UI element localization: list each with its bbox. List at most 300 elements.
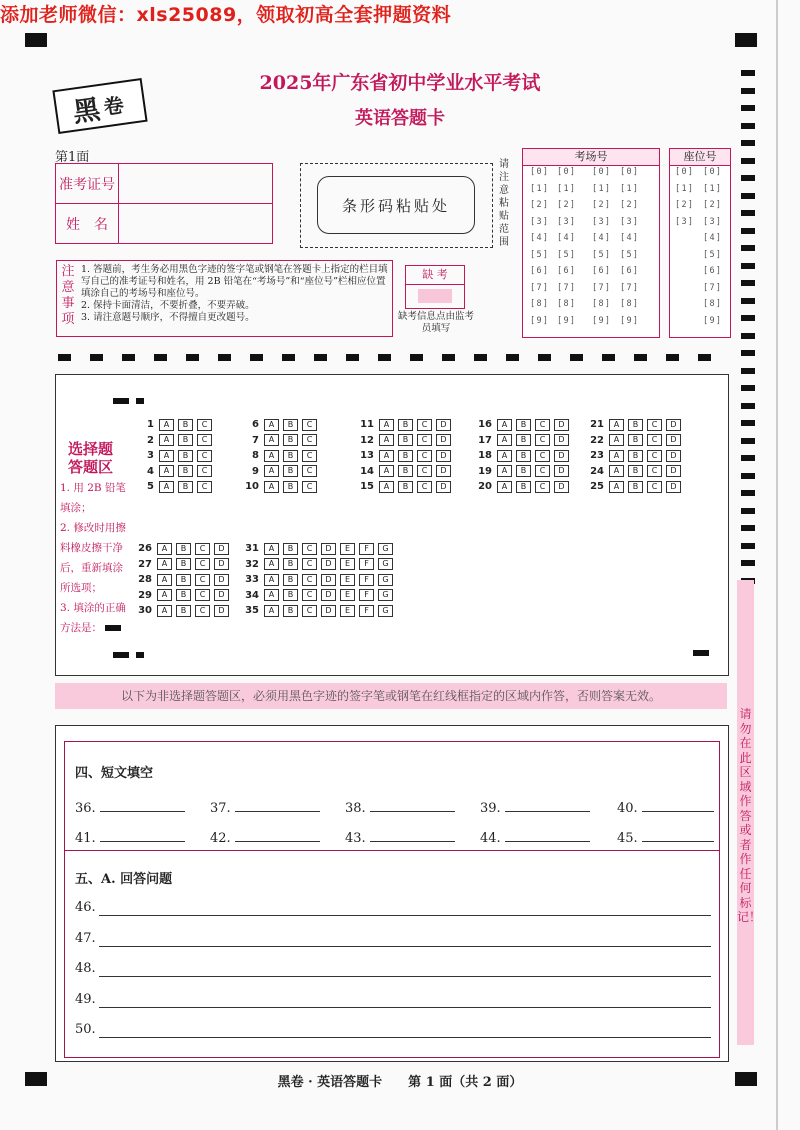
digit-bubble[interactable]: [ 9 ] (558, 316, 574, 326)
option-bubble[interactable]: B (283, 558, 298, 570)
digit-bubble[interactable]: [ 1 ] (558, 184, 574, 194)
option-bubble[interactable]: A (157, 543, 172, 555)
question-number: 7 (252, 434, 259, 446)
question-number: 9 (252, 465, 259, 477)
option-bubble[interactable]: D (554, 419, 569, 431)
digit-bubble[interactable]: [ 2 ] (704, 200, 720, 210)
option-bubble[interactable]: G (378, 543, 393, 555)
option-bubble[interactable]: C (535, 434, 550, 446)
option-bubble[interactable]: B (176, 543, 191, 555)
option-bubble[interactable]: B (283, 481, 298, 493)
digit-bubble[interactable]: [ 9 ] (531, 316, 547, 326)
option-bubble[interactable]: A (379, 434, 394, 446)
option-bubble[interactable]: E (340, 589, 355, 601)
option-bubble[interactable]: D (666, 419, 681, 431)
answer-line[interactable] (99, 915, 711, 916)
name-field[interactable] (119, 204, 272, 243)
digit-bubble[interactable]: [ 2 ] (593, 200, 609, 210)
option-bubble[interactable]: G (378, 558, 393, 570)
question-number: 8 (252, 450, 259, 461)
blank-line[interactable] (642, 829, 714, 842)
option-bubble[interactable]: D (214, 589, 229, 601)
option-bubble[interactable]: A (159, 481, 174, 493)
option-bubble[interactable]: C (197, 481, 212, 493)
option-bubble[interactable]: C (535, 450, 550, 462)
blank-line[interactable] (370, 799, 455, 812)
option-bubble[interactable]: C (417, 434, 432, 446)
option-bubble[interactable]: C (302, 543, 317, 555)
digit-bubble[interactable]: [ 7 ] (593, 283, 609, 293)
option-bubble[interactable]: B (176, 589, 191, 601)
answer-line[interactable] (99, 976, 711, 977)
blank-number: 44. (480, 831, 501, 846)
digit-bubble[interactable]: [ 9 ] (621, 316, 637, 326)
digit-bubble[interactable]: [ 6 ] (704, 266, 720, 276)
option-bubble[interactable]: B (628, 434, 643, 446)
option-bubble[interactable]: D (666, 465, 681, 477)
option-bubble[interactable]: B (398, 450, 413, 462)
option-bubble[interactable]: A (157, 574, 172, 586)
digit-bubble[interactable]: [ 3 ] (531, 217, 547, 227)
option-bubble[interactable]: D (214, 558, 229, 570)
option-bubble[interactable]: C (417, 465, 432, 477)
digit-bubble[interactable]: [ 4 ] (593, 233, 609, 243)
option-bubble[interactable]: C (195, 543, 210, 555)
option-bubble[interactable]: D (214, 543, 229, 555)
option-bubble[interactable]: D (436, 481, 451, 493)
digit-bubble[interactable]: [ 8 ] (531, 299, 547, 309)
digit-bubble[interactable]: [ 1 ] (704, 184, 720, 194)
option-bubble[interactable]: F (359, 574, 374, 586)
mc-question (360, 449, 455, 462)
option-bubble[interactable]: B (283, 419, 298, 431)
option-bubble[interactable]: F (359, 558, 374, 570)
separator-dash (602, 354, 615, 361)
mc-question (138, 589, 233, 602)
option-bubble[interactable]: B (178, 481, 193, 493)
digit-bubble[interactable]: [ 6 ] (531, 266, 547, 276)
option-bubble[interactable]: F (359, 589, 374, 601)
digit-bubble[interactable]: [ 2 ] (621, 200, 637, 210)
digit-bubble[interactable]: [ 6 ] (593, 266, 609, 276)
mc-question (138, 542, 233, 555)
option-bubble[interactable]: D (666, 434, 681, 446)
question-number: 21 (590, 419, 604, 430)
option-bubble[interactable]: A (609, 434, 624, 446)
question-number: 5 (147, 481, 154, 492)
option-bubble[interactable]: A (379, 481, 394, 493)
option-bubble[interactable]: C (302, 481, 317, 493)
option-bubble[interactable]: C (417, 481, 432, 493)
option-bubble[interactable]: D (436, 419, 451, 431)
question-number: 4 (147, 465, 154, 477)
blank-line[interactable] (505, 799, 590, 812)
option-bubble[interactable]: B (178, 465, 193, 477)
digit-bubble[interactable]: [ 2 ] (676, 200, 692, 210)
option-bubble[interactable]: D (666, 450, 681, 462)
option-bubble[interactable]: C (647, 450, 662, 462)
mc-title (68, 440, 113, 476)
digit-bubble[interactable]: [ 1 ] (531, 184, 547, 194)
option-bubble[interactable]: D (214, 605, 229, 617)
filled-sample-mark (105, 625, 121, 631)
option-bubble[interactable]: D (554, 450, 569, 462)
option-bubble[interactable]: B (516, 481, 531, 493)
digit-bubble[interactable]: [ 4 ] (621, 233, 637, 243)
option-bubble[interactable]: B (283, 465, 298, 477)
option-bubble[interactable]: B (283, 605, 298, 617)
option-bubble[interactable]: C (417, 419, 432, 431)
question-number: 30 (138, 605, 152, 616)
option-bubble[interactable]: C (302, 605, 317, 617)
option-bubble[interactable]: A (159, 419, 174, 431)
non-mc-warning: 以下为非选择题答题区，必须用黑色字迹的签字笔或钢笔在红线框指定的区域内作答，否则答案无效。 (55, 683, 727, 709)
digit-bubble[interactable]: [ 1 ] (621, 184, 637, 194)
option-bubble[interactable]: B (628, 419, 643, 431)
option-bubble[interactable]: A (609, 481, 624, 493)
fill-blank[interactable] (480, 829, 590, 846)
option-bubble[interactable]: A (264, 481, 279, 493)
timing-mark (741, 158, 755, 164)
option-bubble[interactable]: A (609, 419, 624, 431)
mc-instruction-line: 所选项； (60, 582, 102, 594)
blank-line[interactable] (505, 829, 590, 842)
absent-mark[interactable] (418, 289, 452, 303)
option-bubble[interactable]: B (283, 434, 298, 446)
mc-question (245, 542, 397, 555)
question-number: 1 (147, 419, 154, 430)
option-bubble[interactable]: A (159, 465, 174, 477)
digit-bubble[interactable]: [ 5 ] (704, 250, 720, 260)
option-bubble[interactable]: A (497, 450, 512, 462)
option-bubble[interactable]: A (379, 465, 394, 477)
digit-bubble[interactable]: [ 4 ] (531, 233, 547, 243)
mc-instruction-text: 方法是： (60, 622, 102, 634)
option-bubble[interactable]: C (195, 589, 210, 601)
option-bubble[interactable]: A (497, 434, 512, 446)
promo-banner: 添加老师微信：xls25089，领取初高全套押题资料 (0, 4, 452, 26)
option-bubble[interactable]: A (159, 450, 174, 462)
seat-label: 座位号 (670, 149, 730, 166)
digit-bubble[interactable]: [ 0 ] (558, 167, 574, 177)
mc-instruction-line: 1. 用 2B 铅笔 (60, 482, 126, 494)
digit-bubble[interactable]: [ 1 ] (676, 184, 692, 194)
digit-bubble[interactable]: [ 3 ] (621, 217, 637, 227)
mc-instruction-line: 填涂； (60, 502, 92, 514)
mc-title-line: 答题区 (68, 458, 114, 476)
fill-blank[interactable] (345, 829, 455, 846)
digit-bubble[interactable]: [ 3 ] (676, 217, 692, 227)
option-bubble[interactable]: C (647, 481, 662, 493)
option-bubble[interactable]: B (178, 450, 193, 462)
option-bubble[interactable]: B (516, 465, 531, 477)
option-bubble[interactable]: B (398, 434, 413, 446)
option-bubble[interactable]: B (176, 574, 191, 586)
option-bubble[interactable]: A (264, 558, 279, 570)
option-bubble[interactable]: C (197, 465, 212, 477)
option-bubble[interactable]: B (178, 419, 193, 431)
blank-number: 45. (617, 831, 638, 846)
question-number: 12 (360, 434, 374, 446)
digit-bubble[interactable]: [ 8 ] (558, 299, 574, 309)
fill-blank[interactable] (345, 799, 455, 816)
option-bubble[interactable]: B (283, 543, 298, 555)
option-bubble[interactable]: D (436, 434, 451, 446)
option-bubble[interactable]: D (554, 465, 569, 477)
mc-question (590, 434, 685, 447)
option-bubble[interactable]: B (628, 465, 643, 477)
option-bubble[interactable]: D (321, 574, 336, 586)
digit-bubble[interactable]: [ 3 ] (558, 217, 574, 227)
option-bubble[interactable]: E (340, 543, 355, 555)
digit-bubble[interactable]: [ 9 ] (593, 316, 609, 326)
option-bubble[interactable]: A (379, 419, 394, 431)
answer-number: 49. (75, 991, 96, 1007)
option-bubble[interactable]: A (609, 450, 624, 462)
candidate-info-table (55, 163, 273, 244)
digit-bubble[interactable]: [ 3 ] (704, 217, 720, 227)
option-bubble[interactable]: C (195, 605, 210, 617)
barcode-note: 请注意粘贴范围 (499, 159, 509, 248)
option-bubble[interactable]: B (283, 589, 298, 601)
option-bubble[interactable]: A (264, 419, 279, 431)
option-bubble[interactable]: C (535, 481, 550, 493)
option-bubble[interactable]: A (159, 434, 174, 446)
option-bubble[interactable]: A (264, 543, 279, 555)
option-bubble[interactable]: B (516, 434, 531, 446)
option-bubble[interactable]: D (321, 589, 336, 601)
timing-mark (741, 473, 755, 479)
digit-bubble[interactable]: [ 0 ] (676, 167, 692, 177)
timing-mark (741, 385, 755, 391)
fill-blank[interactable] (617, 829, 714, 846)
option-bubble[interactable]: A (264, 450, 279, 462)
digit-bubble[interactable]: [ 5 ] (593, 250, 609, 260)
option-bubble[interactable]: G (378, 605, 393, 617)
option-bubble[interactable]: C (302, 558, 317, 570)
option-bubble[interactable]: D (321, 543, 336, 555)
mc-question (478, 434, 573, 447)
question-number: 19 (478, 465, 492, 477)
option-bubble[interactable]: C (302, 465, 317, 477)
blank-line[interactable] (235, 799, 320, 812)
timing-mark (741, 438, 755, 444)
digit-bubble[interactable]: [ 5 ] (531, 250, 547, 260)
option-bubble[interactable]: A (497, 481, 512, 493)
option-bubble[interactable]: C (647, 419, 662, 431)
option-bubble[interactable]: C (302, 574, 317, 586)
blank-number: 42. (210, 831, 231, 846)
anchor-mark (136, 398, 144, 404)
anchor-mark (113, 398, 129, 404)
answer-number: 46. (75, 900, 96, 915)
option-bubble[interactable]: B (178, 434, 193, 446)
digit-bubble[interactable]: [ 0 ] (531, 167, 547, 177)
option-bubble[interactable]: C (535, 465, 550, 477)
blank-line[interactable] (235, 829, 320, 842)
digit-bubble[interactable]: [ 0 ] (593, 167, 609, 177)
option-bubble[interactable]: D (436, 450, 451, 462)
name-label: 姓 名 (56, 204, 119, 243)
option-bubble[interactable]: C (302, 589, 317, 601)
option-bubble[interactable]: C (302, 419, 317, 431)
timing-mark (741, 333, 755, 339)
option-bubble[interactable]: C (197, 450, 212, 462)
separator-dash (570, 354, 583, 361)
option-bubble[interactable]: E (340, 574, 355, 586)
option-bubble[interactable]: A (157, 589, 172, 601)
note-line: 2. 保持卡面清洁，不要折叠，不要弄破。 (81, 300, 255, 311)
option-bubble[interactable]: B (628, 450, 643, 462)
digit-bubble[interactable]: [ 2 ] (531, 200, 547, 210)
option-bubble[interactable]: A (497, 419, 512, 431)
timing-mark (741, 228, 755, 234)
notes-side-label: 注意事项 (61, 264, 75, 327)
option-bubble[interactable]: A (264, 605, 279, 617)
fill-blank[interactable] (75, 829, 185, 846)
option-bubble[interactable]: G (378, 574, 393, 586)
option-bubble[interactable]: A (609, 465, 624, 477)
option-bubble[interactable]: A (264, 589, 279, 601)
timing-mark (741, 508, 755, 514)
blank-line[interactable] (642, 799, 714, 812)
face-number: 第1面 (55, 150, 90, 165)
question-number: 20 (478, 481, 492, 492)
option-bubble[interactable]: F (359, 543, 374, 555)
option-bubble[interactable]: C (535, 419, 550, 431)
digit-bubble[interactable]: [ 2 ] (558, 200, 574, 210)
digit-bubble[interactable]: [ 7 ] (704, 283, 720, 293)
option-bubble[interactable]: C (647, 434, 662, 446)
separator-dash (666, 354, 679, 361)
logo-seal: 卷 (102, 92, 126, 119)
option-bubble[interactable]: B (176, 558, 191, 570)
option-bubble[interactable]: D (436, 465, 451, 477)
digit-bubble[interactable]: [ 8 ] (621, 299, 637, 309)
timing-mark (741, 420, 755, 426)
fill-blank[interactable] (210, 799, 320, 816)
option-bubble[interactable]: D (554, 481, 569, 493)
option-bubble[interactable]: B (516, 450, 531, 462)
option-bubble[interactable]: C (195, 574, 210, 586)
digit-bubble[interactable]: [ 5 ] (558, 250, 574, 260)
option-bubble[interactable]: C (647, 465, 662, 477)
blank-line[interactable] (100, 829, 185, 842)
digit-bubble[interactable]: [ 0 ] (704, 167, 720, 177)
option-bubble[interactable]: G (378, 589, 393, 601)
option-bubble[interactable]: C (197, 419, 212, 431)
option-bubble[interactable]: B (283, 574, 298, 586)
option-bubble[interactable]: D (214, 574, 229, 586)
option-bubble[interactable]: B (628, 481, 643, 493)
option-bubble[interactable]: D (321, 605, 336, 617)
digit-bubble[interactable]: [ 1 ] (593, 184, 609, 194)
digit-bubble[interactable]: [ 8 ] (704, 299, 720, 309)
option-bubble[interactable]: D (666, 481, 681, 493)
separator-dash (442, 354, 455, 361)
option-bubble[interactable]: B (176, 605, 191, 617)
blank-line[interactable] (370, 829, 455, 842)
option-bubble[interactable]: C (195, 558, 210, 570)
mc-question (478, 418, 573, 431)
section4-title: 四、短文填空 (75, 766, 154, 781)
option-bubble[interactable]: A (264, 465, 279, 477)
separator-dash (90, 354, 103, 361)
question-number: 29 (138, 589, 152, 601)
digit-bubble[interactable]: [ 7 ] (531, 283, 547, 293)
digit-bubble[interactable]: [ 0 ] (621, 167, 637, 177)
mc-question (590, 465, 685, 478)
mc-question (590, 449, 685, 462)
option-bubble[interactable]: A (264, 434, 279, 446)
option-bubble[interactable]: B (398, 419, 413, 431)
digit-bubble[interactable]: [ 4 ] (558, 233, 574, 243)
digit-bubble[interactable]: [ 6 ] (621, 266, 637, 276)
digit-bubble[interactable]: [ 3 ] (593, 217, 609, 227)
blank-number: 41. (75, 831, 96, 846)
option-bubble[interactable]: E (340, 605, 355, 617)
option-bubble[interactable]: A (157, 558, 172, 570)
question-number: 2 (147, 434, 154, 446)
option-bubble[interactable]: B (516, 419, 531, 431)
fill-blank[interactable] (210, 829, 320, 846)
mc-question (478, 480, 573, 493)
option-bubble[interactable]: A (497, 465, 512, 477)
digit-bubble[interactable]: [ 6 ] (558, 266, 574, 276)
answer-line[interactable] (99, 1007, 711, 1008)
digit-bubble[interactable]: [ 7 ] (621, 283, 637, 293)
option-bubble[interactable]: D (321, 558, 336, 570)
blank-line[interactable] (100, 799, 185, 812)
option-bubble[interactable]: E (340, 558, 355, 570)
digit-bubble[interactable]: [ 5 ] (621, 250, 637, 260)
digit-bubble[interactable]: [ 9 ] (704, 316, 720, 326)
timing-mark (741, 210, 755, 216)
option-bubble[interactable]: C (302, 434, 317, 446)
option-bubble[interactable]: F (359, 605, 374, 617)
digit-bubble[interactable]: [ 7 ] (558, 283, 574, 293)
option-bubble[interactable]: B (398, 481, 413, 493)
option-bubble[interactable]: B (398, 465, 413, 477)
fill-blank[interactable] (480, 799, 590, 816)
option-bubble[interactable]: A (157, 605, 172, 617)
answer-line[interactable] (99, 946, 711, 947)
separator-dash (122, 354, 135, 361)
option-bubble[interactable]: C (197, 434, 212, 446)
mc-question (138, 558, 233, 571)
fill-blank[interactable] (617, 799, 714, 816)
option-bubble[interactable]: B (283, 450, 298, 462)
timing-mark (741, 525, 755, 531)
option-bubble[interactable]: A (264, 574, 279, 586)
exam-id-field[interactable] (119, 164, 272, 203)
mc-question (360, 465, 455, 478)
option-bubble[interactable]: C (302, 450, 317, 462)
answer-line[interactable] (99, 1037, 711, 1038)
mc-question (245, 480, 321, 493)
option-bubble[interactable]: C (417, 450, 432, 462)
mc-question (245, 434, 321, 447)
mc-question (478, 465, 573, 478)
blank-number: 36. (75, 801, 96, 816)
digit-bubble[interactable]: [ 8 ] (593, 299, 609, 309)
option-bubble[interactable]: A (379, 450, 394, 462)
page-title: 2025年广东省初中学业水平考试 (259, 72, 541, 94)
fill-blank[interactable] (75, 799, 185, 816)
digit-bubble[interactable]: [ 4 ] (704, 233, 720, 243)
option-bubble[interactable]: D (554, 434, 569, 446)
section5-title: 五、A. 回答问题 (75, 872, 173, 887)
